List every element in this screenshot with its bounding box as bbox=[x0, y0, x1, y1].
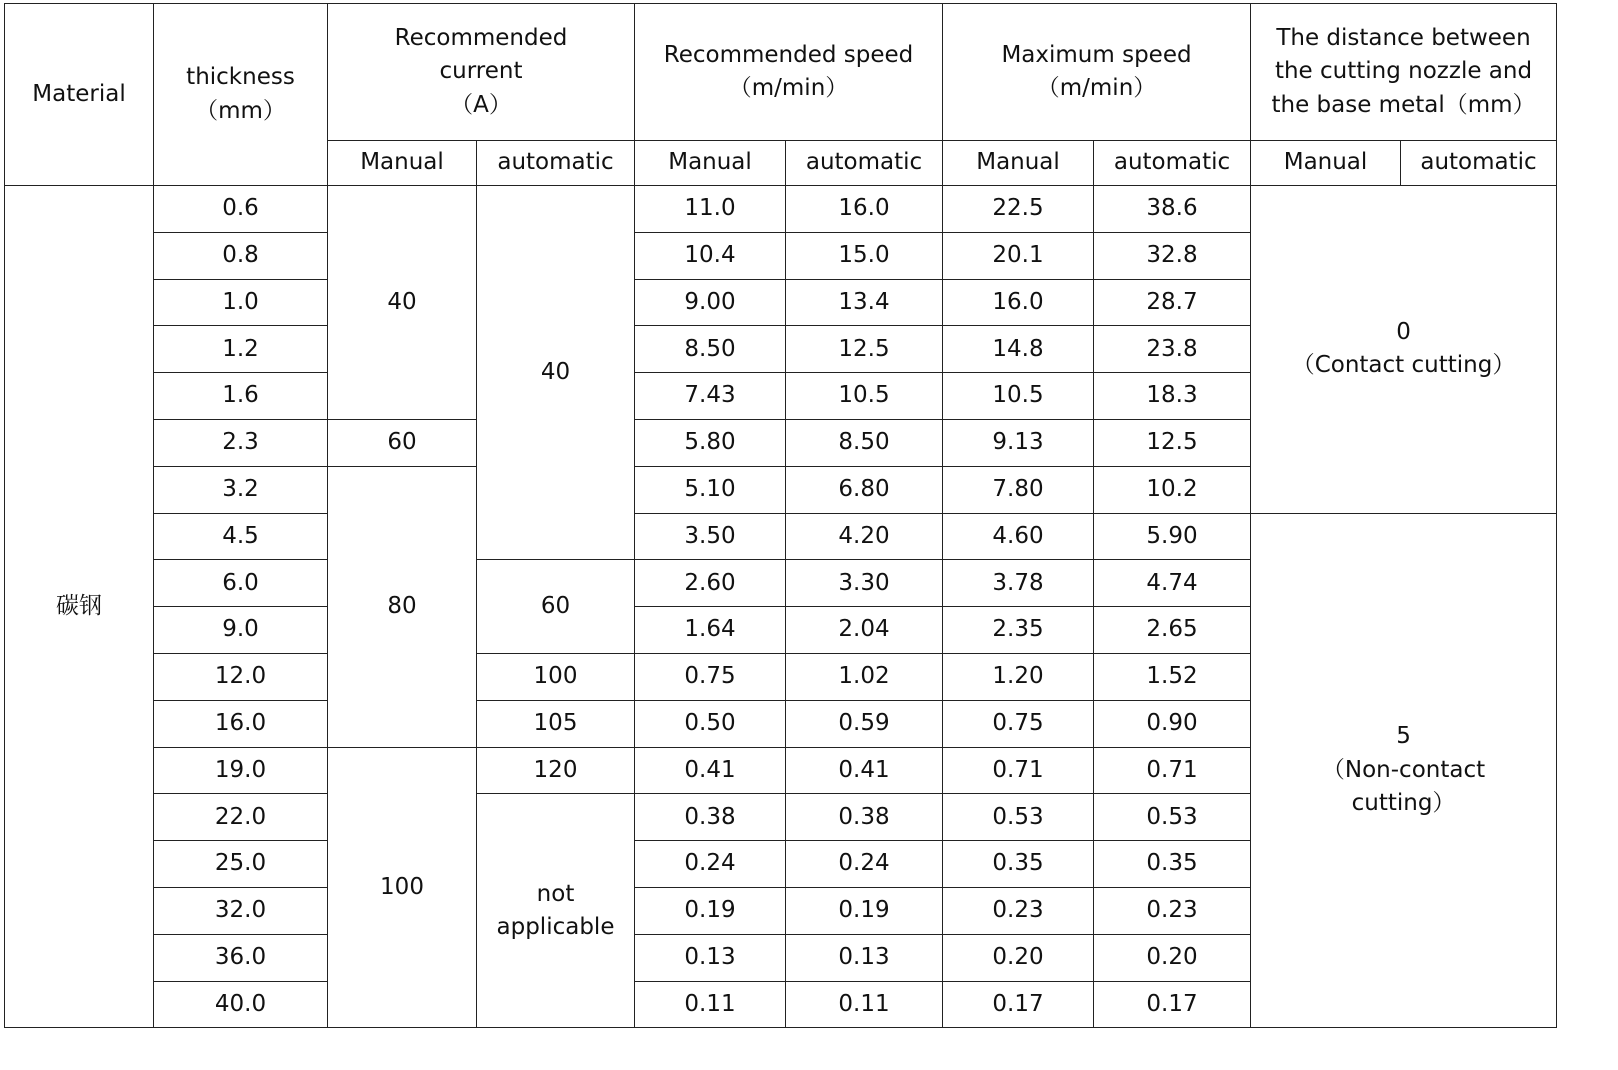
header-recommended-current bbox=[328, 4, 635, 141]
recommended-speed-automatic-cell: 8.50 bbox=[786, 419, 943, 466]
maximum-speed-automatic-cell: 18.3 bbox=[1094, 373, 1251, 420]
recommended-speed-automatic-cell: 0.38 bbox=[786, 794, 943, 841]
header-thickness-line: thickness bbox=[186, 64, 295, 91]
table-row bbox=[5, 186, 1557, 233]
table-body bbox=[5, 4, 1557, 1028]
thickness-cell: 40.0 bbox=[154, 981, 328, 1028]
recommended-speed-manual-cell: 0.41 bbox=[635, 747, 786, 794]
recommended-speed-automatic-cell: 3.30 bbox=[786, 560, 943, 607]
recommended-speed-manual-cell: 0.38 bbox=[635, 794, 786, 841]
table-row bbox=[5, 513, 1557, 560]
header-line: the base metal（mm） bbox=[1271, 91, 1536, 118]
maximum-speed-manual-cell: 0.71 bbox=[943, 747, 1094, 794]
cutting-parameters-table bbox=[4, 3, 1557, 1028]
recommended-speed-manual-cell: 3.50 bbox=[635, 513, 786, 560]
recommended-speed-automatic-cell: 4.20 bbox=[786, 513, 943, 560]
maximum-speed-automatic-cell: 2.65 bbox=[1094, 607, 1251, 654]
thickness-cell: 32.0 bbox=[154, 887, 328, 934]
recommended-speed-automatic-cell: 1.02 bbox=[786, 653, 943, 700]
header-recommended-speed bbox=[635, 4, 943, 141]
maximum-speed-manual-cell: 3.78 bbox=[943, 560, 1094, 607]
current-manual-cell: 100 bbox=[328, 747, 477, 1028]
thickness-cell: 19.0 bbox=[154, 747, 328, 794]
recommended-speed-automatic-cell: 0.59 bbox=[786, 700, 943, 747]
recommended-speed-manual-cell: 2.60 bbox=[635, 560, 786, 607]
maximum-speed-automatic-cell: 38.6 bbox=[1094, 186, 1251, 233]
header-unit: （A） bbox=[450, 91, 512, 118]
maximum-speed-automatic-cell: 10.2 bbox=[1094, 466, 1251, 513]
subheader-distance-automatic: automatic bbox=[1401, 141, 1557, 186]
recommended-speed-manual-cell: 5.80 bbox=[635, 419, 786, 466]
maximum-speed-manual-cell: 0.53 bbox=[943, 794, 1094, 841]
thickness-cell: 1.0 bbox=[154, 279, 328, 326]
header-line: The distance between bbox=[1276, 24, 1531, 51]
recommended-speed-automatic-cell: 13.4 bbox=[786, 279, 943, 326]
header-material: Material bbox=[5, 4, 154, 186]
thickness-cell: 1.6 bbox=[154, 373, 328, 420]
nozzle-distance-cell-line: （Non-contact bbox=[1321, 756, 1486, 783]
maximum-speed-automatic-cell: 0.35 bbox=[1094, 841, 1251, 888]
recommended-speed-automatic-cell: 0.19 bbox=[786, 887, 943, 934]
current-automatic-cell-line: not bbox=[536, 880, 575, 907]
maximum-speed-manual-cell: 4.60 bbox=[943, 513, 1094, 560]
header-line: Maximum speed bbox=[1001, 41, 1192, 68]
maximum-speed-automatic-cell: 0.53 bbox=[1094, 794, 1251, 841]
subheader-distance-manual: Manual bbox=[1251, 141, 1401, 186]
recommended-speed-automatic-cell: 0.41 bbox=[786, 747, 943, 794]
thickness-cell: 6.0 bbox=[154, 560, 328, 607]
thickness-cell: 12.0 bbox=[154, 653, 328, 700]
maximum-speed-automatic-cell: 0.71 bbox=[1094, 747, 1251, 794]
recommended-speed-automatic-cell: 12.5 bbox=[786, 326, 943, 373]
maximum-speed-automatic-cell: 0.23 bbox=[1094, 887, 1251, 934]
maximum-speed-automatic-cell: 0.90 bbox=[1094, 700, 1251, 747]
recommended-speed-manual-cell: 0.19 bbox=[635, 887, 786, 934]
recommended-speed-automatic-cell: 10.5 bbox=[786, 373, 943, 420]
current-manual-cell: 40 bbox=[328, 186, 477, 420]
thickness-cell: 4.5 bbox=[154, 513, 328, 560]
subheader-rec-speed-manual: Manual bbox=[635, 141, 786, 186]
header-thickness bbox=[154, 4, 328, 186]
recommended-speed-automatic-cell: 6.80 bbox=[786, 466, 943, 513]
maximum-speed-manual-cell: 14.8 bbox=[943, 326, 1094, 373]
recommended-speed-manual-cell: 0.24 bbox=[635, 841, 786, 888]
recommended-speed-manual-cell: 8.50 bbox=[635, 326, 786, 373]
subheader-max-speed-automatic: automatic bbox=[1094, 141, 1251, 186]
thickness-cell: 1.2 bbox=[154, 326, 328, 373]
nozzle-distance-cell-line: （Contact cutting） bbox=[1291, 352, 1516, 379]
current-manual-cell: 60 bbox=[328, 419, 477, 466]
header-line: the cutting nozzle and bbox=[1274, 58, 1533, 85]
thickness-cell: 2.3 bbox=[154, 419, 328, 466]
recommended-speed-automatic-cell: 0.24 bbox=[786, 841, 943, 888]
recommended-speed-manual-cell: 11.0 bbox=[635, 186, 786, 233]
header-thickness-unit: （mm） bbox=[195, 97, 286, 124]
recommended-speed-manual-cell: 0.50 bbox=[635, 700, 786, 747]
recommended-speed-automatic-cell: 0.11 bbox=[786, 981, 943, 1028]
recommended-speed-manual-cell: 0.75 bbox=[635, 653, 786, 700]
thickness-cell: 22.0 bbox=[154, 794, 328, 841]
recommended-speed-manual-cell: 9.00 bbox=[635, 279, 786, 326]
maximum-speed-manual-cell: 10.5 bbox=[943, 373, 1094, 420]
maximum-speed-automatic-cell: 1.52 bbox=[1094, 653, 1251, 700]
maximum-speed-automatic-cell: 12.5 bbox=[1094, 419, 1251, 466]
maximum-speed-automatic-cell: 23.8 bbox=[1094, 326, 1251, 373]
maximum-speed-manual-cell: 9.13 bbox=[943, 419, 1094, 466]
maximum-speed-manual-cell: 0.20 bbox=[943, 934, 1094, 981]
maximum-speed-automatic-cell: 5.90 bbox=[1094, 513, 1251, 560]
recommended-speed-automatic-cell: 2.04 bbox=[786, 607, 943, 654]
maximum-speed-manual-cell: 1.20 bbox=[943, 653, 1094, 700]
header-nozzle-distance bbox=[1251, 4, 1557, 141]
current-automatic-cell: 60 bbox=[477, 560, 635, 654]
current-automatic-cell: 105 bbox=[477, 700, 635, 747]
thickness-cell: 25.0 bbox=[154, 841, 328, 888]
maximum-speed-manual-cell: 0.23 bbox=[943, 887, 1094, 934]
maximum-speed-manual-cell: 22.5 bbox=[943, 186, 1094, 233]
maximum-speed-manual-cell: 0.17 bbox=[943, 981, 1094, 1028]
maximum-speed-automatic-cell: 4.74 bbox=[1094, 560, 1251, 607]
nozzle-distance-cell-line: cutting） bbox=[1351, 790, 1456, 817]
thickness-cell: 16.0 bbox=[154, 700, 328, 747]
recommended-speed-manual-cell: 1.64 bbox=[635, 607, 786, 654]
current-automatic-cell-line: applicable bbox=[496, 913, 615, 940]
header-line: current bbox=[439, 58, 523, 85]
header-maximum-speed bbox=[943, 4, 1251, 141]
recommended-speed-manual-cell: 10.4 bbox=[635, 232, 786, 279]
thickness-cell: 0.8 bbox=[154, 232, 328, 279]
header-unit: （m/min） bbox=[1036, 75, 1157, 101]
thickness-cell: 36.0 bbox=[154, 934, 328, 981]
nozzle-distance-cell bbox=[1251, 513, 1557, 1028]
material-cell: 碳钢 bbox=[5, 186, 154, 1028]
maximum-speed-manual-cell: 16.0 bbox=[943, 279, 1094, 326]
maximum-speed-manual-cell: 2.35 bbox=[943, 607, 1094, 654]
recommended-speed-automatic-cell: 0.13 bbox=[786, 934, 943, 981]
maximum-speed-manual-cell: 7.80 bbox=[943, 466, 1094, 513]
maximum-speed-manual-cell: 20.1 bbox=[943, 232, 1094, 279]
recommended-speed-manual-cell: 0.11 bbox=[635, 981, 786, 1028]
maximum-speed-automatic-cell: 32.8 bbox=[1094, 232, 1251, 279]
current-automatic-cell: 40 bbox=[477, 186, 635, 560]
maximum-speed-manual-cell: 0.35 bbox=[943, 841, 1094, 888]
current-manual-cell: 80 bbox=[328, 466, 477, 747]
current-automatic-cell bbox=[477, 794, 635, 1028]
subheader-current-manual: Manual bbox=[328, 141, 477, 186]
header-row-main bbox=[5, 4, 1557, 141]
header-line: Recommended speed bbox=[663, 41, 914, 68]
subheader-rec-speed-automatic: automatic bbox=[786, 141, 943, 186]
nozzle-distance-cell-line: 5 bbox=[1396, 723, 1411, 750]
recommended-speed-manual-cell: 0.13 bbox=[635, 934, 786, 981]
maximum-speed-automatic-cell: 0.20 bbox=[1094, 934, 1251, 981]
recommended-speed-manual-cell: 5.10 bbox=[635, 466, 786, 513]
header-line: Recommended bbox=[394, 24, 568, 51]
subheader-current-automatic: automatic bbox=[477, 141, 635, 186]
recommended-speed-manual-cell: 7.43 bbox=[635, 373, 786, 420]
nozzle-distance-cell-line: 0 bbox=[1396, 318, 1411, 345]
maximum-speed-automatic-cell: 0.17 bbox=[1094, 981, 1251, 1028]
recommended-speed-automatic-cell: 15.0 bbox=[786, 232, 943, 279]
subheader-max-speed-manual: Manual bbox=[943, 141, 1094, 186]
cutting-parameters-table-wrapper bbox=[4, 3, 1557, 1028]
header-unit: （m/min） bbox=[728, 75, 849, 101]
thickness-cell: 0.6 bbox=[154, 186, 328, 233]
maximum-speed-manual-cell: 0.75 bbox=[943, 700, 1094, 747]
recommended-speed-automatic-cell: 16.0 bbox=[786, 186, 943, 233]
maximum-speed-automatic-cell: 28.7 bbox=[1094, 279, 1251, 326]
current-automatic-cell: 120 bbox=[477, 747, 635, 794]
current-automatic-cell: 100 bbox=[477, 653, 635, 700]
thickness-cell: 9.0 bbox=[154, 607, 328, 654]
nozzle-distance-cell bbox=[1251, 186, 1557, 514]
thickness-cell: 3.2 bbox=[154, 466, 328, 513]
